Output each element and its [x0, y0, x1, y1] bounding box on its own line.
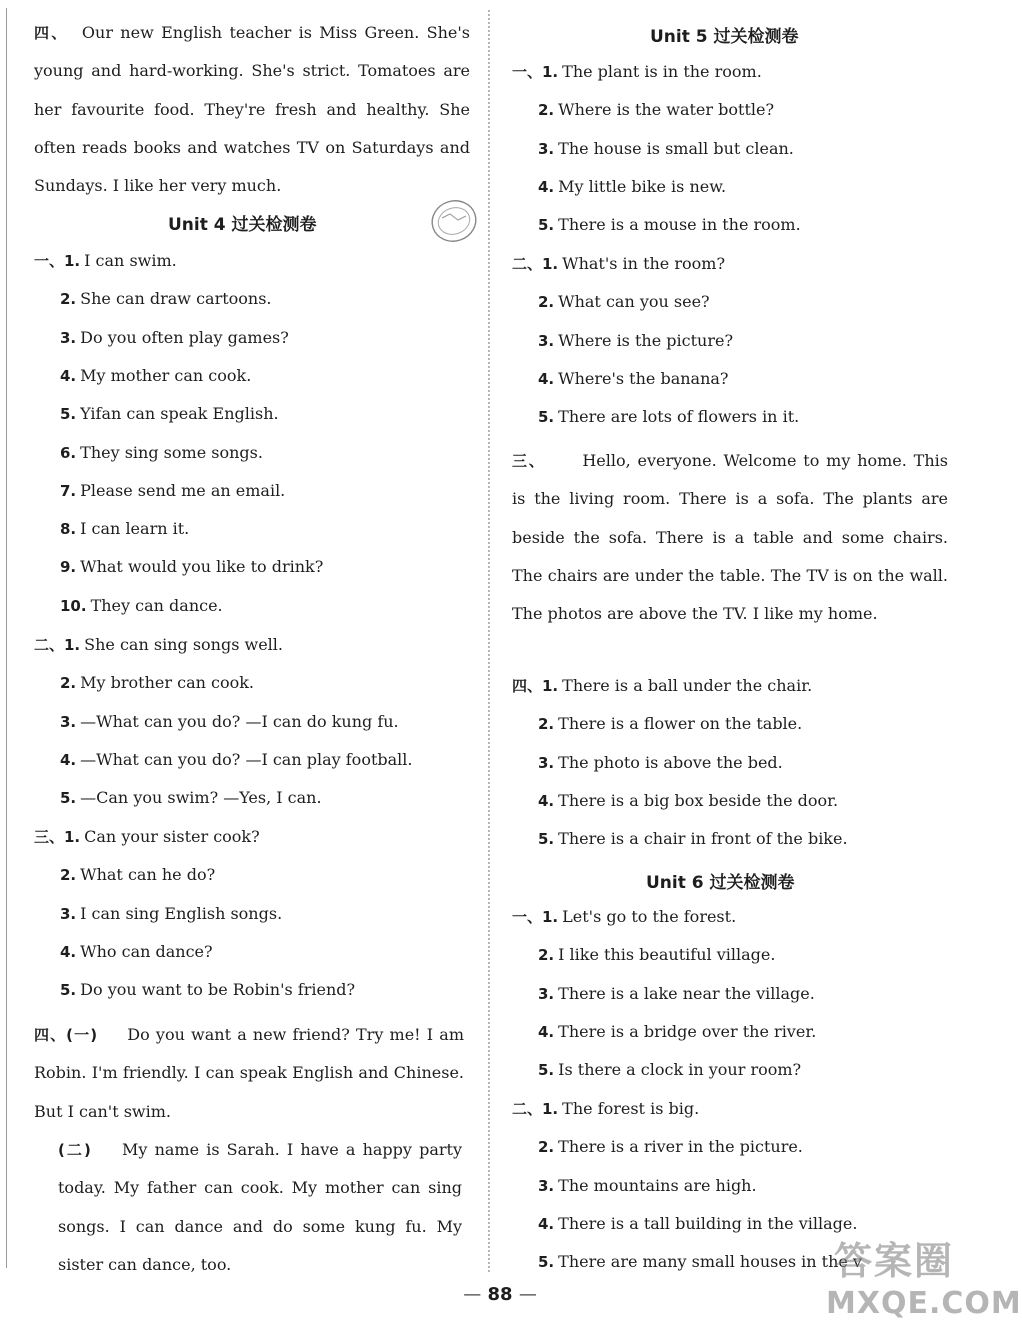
answer-number: 3.	[60, 712, 77, 731]
answer-line	[60, 327, 289, 349]
answer-line	[538, 713, 802, 735]
answer-line	[538, 1213, 857, 1235]
answer-line	[512, 906, 736, 928]
watermark-logo-text: 答案圈	[834, 1239, 955, 1283]
answer-text: The house is small but clean.	[558, 138, 794, 158]
unit6-heading: Unit 6 过关检测卷	[646, 873, 795, 893]
answer-number: 3.	[538, 753, 555, 772]
answer-line	[34, 250, 177, 272]
answer-text: Do you often play games?	[80, 327, 289, 347]
answer-number: 4.	[60, 750, 77, 769]
answer-line	[512, 253, 725, 275]
answer-number: 2.	[538, 101, 555, 120]
answer-number: 二、1.	[512, 1100, 559, 1118]
answer-line	[538, 1136, 803, 1158]
answer-text: There is a river in the picture.	[558, 1137, 803, 1157]
answer-text: My brother can cook.	[80, 673, 255, 693]
page-edge	[6, 8, 15, 1268]
answer-text: What would you like to drink?	[80, 557, 324, 577]
answer-line	[538, 176, 726, 198]
answer-line	[538, 1059, 801, 1081]
answer-line	[60, 864, 215, 886]
answer-number: 5.	[538, 408, 555, 427]
answer-number: 8.	[60, 520, 77, 539]
answer-number: 5.	[538, 216, 555, 235]
answer-line	[60, 749, 412, 771]
answer-number: 2.	[538, 715, 555, 734]
answer-line	[538, 138, 794, 160]
answer-text: What can he do?	[80, 865, 216, 885]
answer-line	[60, 556, 323, 578]
answer-text: —What can you do? —I can do kung fu.	[80, 711, 399, 731]
page-number	[440, 1284, 560, 1305]
answer-line	[34, 826, 260, 848]
answer-number: 2.	[60, 674, 77, 693]
unit5-heading: Unit 5 过关检测卷	[650, 27, 799, 47]
answer-text: Please send me an email.	[80, 480, 286, 500]
answer-text: There is a bridge over the river.	[558, 1021, 817, 1041]
answer-line	[60, 595, 223, 617]
section-label: 四、	[34, 24, 69, 42]
answer-text: Where is the picture?	[558, 330, 734, 350]
answer-line	[34, 634, 283, 656]
answer-text: My mother can cook.	[80, 365, 252, 385]
passage-text: Hello, everyone. Welcome to my home. This is the living room. There is a sofa. The plants are beside the sofa. There is a table and some chairs. The chairs are under the table. The TV is on the wall. The photos are above the TV. I like my home.	[512, 451, 948, 624]
answer-text: The plant is in the room.	[562, 62, 762, 81]
answer-line	[538, 99, 774, 121]
answer-line	[538, 1175, 757, 1197]
answer-text: She can sing songs well.	[84, 635, 283, 654]
answer-line	[538, 790, 838, 812]
answer-line	[60, 941, 213, 963]
unit5-section3-passage	[512, 442, 948, 633]
passage-text: My name is Sarah. I have a happy party today. My father can cook. My mother can sing songs. I can dance and do some kung fu. My sister can dance, too.	[58, 1140, 462, 1274]
answer-number: 二、1.	[34, 636, 81, 654]
answer-text: There are many small houses in the v	[558, 1252, 862, 1272]
answer-text: I like this beautiful village.	[558, 945, 776, 965]
answer-number: 5.	[538, 830, 555, 849]
answer-number: 3.	[60, 904, 77, 923]
answer-text: —Can you swim? —Yes, I can.	[80, 788, 322, 808]
answer-number: 3.	[538, 139, 555, 158]
answer-line	[60, 403, 279, 425]
page-number-value: 88	[487, 1284, 513, 1305]
answer-text: What's in the room?	[562, 254, 726, 273]
unit4-section4b-passage	[58, 1131, 462, 1284]
answer-text: Where is the water bottle?	[558, 100, 775, 120]
answer-number: 2.	[538, 946, 555, 965]
answer-text: Where's the banana?	[558, 368, 729, 388]
answer-text: The forest is big.	[562, 1099, 700, 1118]
answer-line	[60, 442, 263, 464]
answer-text: Let's go to the forest.	[562, 907, 737, 926]
answer-line	[512, 675, 812, 697]
answer-line	[512, 1098, 699, 1120]
answer-text: There is a mouse in the room.	[558, 215, 801, 235]
answer-line	[538, 368, 729, 390]
answer-line	[538, 406, 799, 428]
answer-number: 2.	[60, 290, 77, 309]
answer-line	[538, 752, 783, 774]
answer-number: 9.	[60, 558, 77, 577]
answer-text: Do you want to be Robin's friend?	[80, 980, 356, 1000]
answer-number: 2.	[538, 1138, 555, 1157]
answer-number: 4.	[538, 369, 555, 388]
section-label: 四、(一)	[34, 1026, 98, 1044]
unit4-section4a-passage	[34, 1016, 464, 1131]
answer-number: 5.	[538, 1061, 555, 1080]
answer-line	[60, 288, 272, 310]
answer-text: —What can you do? —I can play football.	[80, 749, 413, 769]
answer-text: She can draw cartoons.	[80, 289, 272, 309]
answer-number: 4.	[60, 942, 77, 961]
answer-number: 一、1.	[512, 63, 559, 81]
answer-text: They sing some songs.	[80, 442, 263, 462]
answer-number: 5.	[60, 789, 77, 808]
answer-line	[538, 983, 815, 1005]
answer-number: 3.	[538, 331, 555, 350]
answer-line	[60, 711, 399, 733]
answer-line	[538, 214, 801, 236]
answer-number: 二、1.	[512, 255, 559, 273]
answer-text: I can sing English songs.	[80, 903, 283, 923]
site-watermark	[820, 1222, 1022, 1334]
answer-line	[538, 330, 733, 352]
answer-line	[60, 365, 251, 387]
unit3-section4-passage	[34, 14, 470, 205]
answer-number: 4.	[538, 1022, 555, 1041]
answer-number: 3.	[538, 984, 555, 1003]
passage-text: Do you want a new friend? Try me! I am Robin. I'm friendly. I can speak English and Chinese. But I can't swim.	[34, 1025, 464, 1121]
answer-number: 6.	[60, 443, 77, 462]
answer-number: 5.	[538, 1253, 555, 1272]
answer-text: I can learn it.	[80, 519, 190, 539]
answer-text: There are lots of flowers in it.	[558, 407, 800, 427]
answer-line	[538, 944, 775, 966]
unit4-heading: Unit 4 过关检测卷	[168, 215, 317, 235]
answer-text: There is a big box beside the door.	[558, 790, 839, 810]
answer-number: 5.	[60, 981, 77, 1000]
page-number-dash: —	[518, 1284, 537, 1305]
answer-number: 三、1.	[34, 828, 81, 846]
answer-text: The mountains are high.	[558, 1175, 757, 1195]
watermark-url-text: MXQE.COM	[826, 1286, 1022, 1321]
answer-line	[512, 61, 762, 83]
answer-text: I can swim.	[84, 251, 177, 270]
answer-number: 4.	[538, 1214, 555, 1233]
answer-text: There is a tall building in the village.	[558, 1213, 858, 1233]
answer-number: 一、1.	[512, 908, 559, 926]
answer-number: 4.	[538, 791, 555, 810]
answer-number: 4.	[538, 177, 555, 196]
answer-number: 4.	[60, 366, 77, 385]
answer-number: 2.	[60, 866, 77, 885]
section-label: (二)	[58, 1141, 91, 1159]
answer-text: There is a lake near the village.	[558, 983, 815, 1003]
answer-number: 3.	[538, 1176, 555, 1195]
answer-text: There is a flower on the table.	[558, 714, 803, 734]
answer-text: Can your sister cook?	[84, 827, 260, 846]
stamp-icon	[428, 196, 480, 246]
answer-number: 7.	[60, 481, 77, 500]
answer-number: 10.	[60, 596, 87, 615]
answer-line	[538, 1021, 816, 1043]
answer-number: 一、1.	[34, 252, 81, 270]
passage-text: Our new English teacher is Miss Green. She's young and hard-working. She's strict. Tomatoes are her favourite food. They're fresh and healthy. She often reads books and watches TV on Saturdays and Sundays. I like her very much.	[34, 23, 470, 196]
answer-line	[60, 480, 285, 502]
column-divider	[488, 10, 490, 1272]
answer-line	[538, 828, 848, 850]
answer-line	[60, 787, 322, 809]
answer-text: They can dance.	[90, 595, 223, 615]
answer-number: 3.	[60, 328, 77, 347]
answer-number: 2.	[538, 293, 555, 312]
answer-number: 5.	[60, 405, 77, 424]
answer-line	[60, 979, 355, 1001]
answer-text: The photo is above the bed.	[558, 752, 783, 772]
answer-text: There is a chair in front of the bike.	[558, 829, 848, 849]
answer-text: What can you see?	[558, 292, 710, 312]
page-number-dash: —	[463, 1284, 482, 1305]
answer-line	[538, 291, 710, 313]
answer-line	[60, 903, 282, 925]
answer-line	[60, 518, 189, 540]
answer-text: Yifan can speak English.	[80, 404, 279, 424]
answer-text: Who can dance?	[80, 941, 213, 961]
answer-line	[538, 1251, 862, 1273]
answer-text: There is a ball under the chair.	[562, 676, 813, 695]
answer-number: 四、1.	[512, 677, 559, 695]
section-label: 三、	[512, 452, 546, 470]
answer-line	[60, 672, 254, 694]
answer-text: My little bike is new.	[558, 176, 727, 196]
answer-text: Is there a clock in your room?	[558, 1060, 802, 1080]
